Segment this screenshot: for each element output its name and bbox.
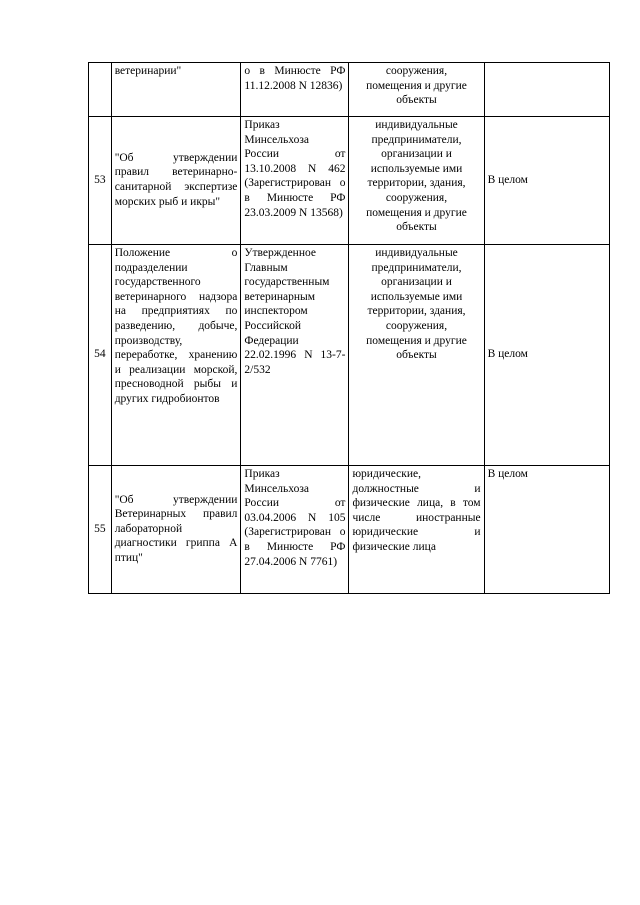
regulated-subjects: сооружения, помещения и другие объекты <box>349 63 484 117</box>
row-number: 54 <box>89 245 112 466</box>
approving-document: Приказ Минсельхоза России от 13.10.2008 N 462 (Зарегистрирован о в Минюсте РФ 23.03.2009 N 13568) <box>241 117 349 245</box>
regulated-subjects: индивидуальные предприниматели, организации и используемые ими территории, здания, сооружения, помещения и другие объекты <box>349 245 484 466</box>
application-scope: В целом <box>484 466 609 594</box>
approving-document: Утвержденное Главным государственным ветеринарным инспектором Российской Федерации 22.02.1996 N 13-7-2/532 <box>241 245 349 466</box>
regulated-subjects: индивидуальные предприниматели, организации и используемые ими территории, здания, сооружения, помещения и другие объекты <box>349 117 484 245</box>
table-row <box>89 245 610 466</box>
approving-document: Приказ Минсельхоза России от 03.04.2006 N 105 (Зарегистрирован о в Минюсте РФ 27.04.2006 N 7761) <box>241 466 349 594</box>
regulated-subjects: юридические, должностные и физические лица, в том числе иностранные юридические и физические лица <box>349 466 484 594</box>
approving-document: о в Минюсте РФ 11.12.2008 N 12836) <box>241 63 349 117</box>
regulations-table <box>88 62 610 594</box>
application-scope: В целом <box>484 117 609 245</box>
document-title: ветеринарии" <box>111 63 241 117</box>
table-row <box>89 117 610 245</box>
table-row <box>89 63 610 117</box>
row-number <box>89 63 112 117</box>
document-title: Положение о подразделении государственного ветеринарного надзора на предприятиях по разведению, добыче, производству, переработке, хранению и реализации морской, пресноводной рыбы и других гидробионтов <box>111 245 241 466</box>
document-title: "Об утверждении Ветеринарных правил лабораторной диагностики гриппа А птиц" <box>111 466 241 594</box>
row-number: 55 <box>89 466 112 594</box>
application-scope: В целом <box>484 245 609 466</box>
application-scope <box>484 63 609 117</box>
document-title: "Об утверждении правил ветеринарно-санитарной экспертизе морских рыб и икры" <box>111 117 241 245</box>
row-number: 53 <box>89 117 112 245</box>
table-row <box>89 466 610 594</box>
